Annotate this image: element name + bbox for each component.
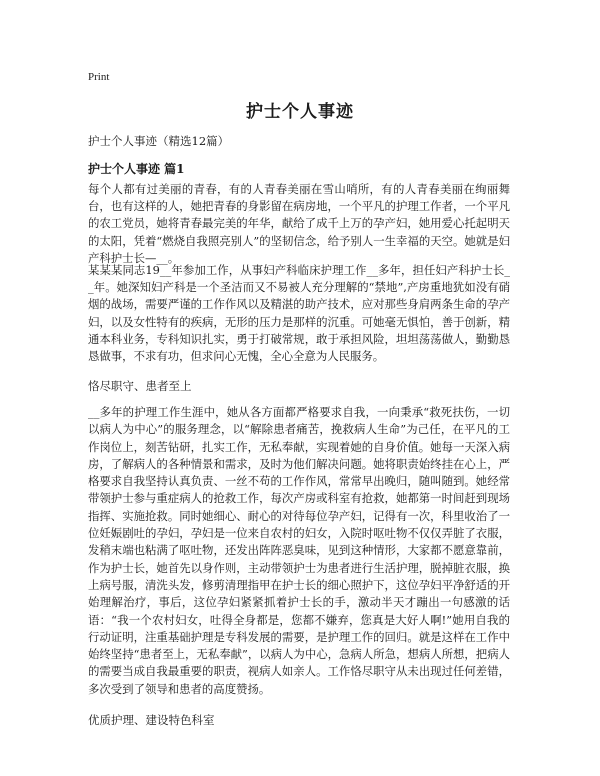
section-heading: 护士个人事迹 篇1 <box>88 162 185 176</box>
document-subtitle: 护士个人事迹（精选12篇） <box>88 134 230 148</box>
subheading-1: 恪尽职守、患者至上 <box>88 379 192 393</box>
paragraph-3: __多年的护理工作生涯中，她从各方面都严格要求自我，一向秉承“救死扶伤，一切以病人为中心”的服务理念，以“解除患者痛苦，挽救病人生命”为己任，在平凡的工作岗位上，刻苦钻研，扎实工作，无私奉献，实现着她的自身价值。她每一天深入病房，了解病人的各种情景和需求，及时为他们解决问题。她将职责始终挂在心上，严格要求自我坚持认真负责、一丝不苟的工作作风，常常早出晚归，随叫随到。她经常带领护士参与重症病人的抢救工作，每次产房或科室有抢救，她都第一时间赶到现场指挥、实施抢救。同时她细心、耐心的对待每位孕产妇，记得有一次，科里收治了一位妊娠剧吐的孕妇，孕妇是一位来自农村的妇女，入院时呕吐物不仅仅弄脏了衣服，发稍末端也粘满了呕吐物，还发出阵阵恶臭味，见到这种情形，大家都不愿意靠前，作为护士长，她首先以身作则，主动带领护士为患者进行生活护理，脱掉脏衣服，换上病号服，清洗头发，修剪清理指甲在护士长的细心照护下，这位孕妇平净舒适的开始理解治疗，事后，这位孕妇紧紧抓着护士长的手，激动半天才蹦出一句感激的话语：“我一个农村妇女，吐得全身都是，您都不嫌弃，您真是大好人啊!”她用自我的行动证明，注重基础护理是专科发展的需要，是护理工作的回归。就是这样在工作中始终坚持“患者至上，无私奉献”，以病人为中心，急病人所急，想病人所想，把病人的需要当成自我最重要的职责，视病人如亲人。工作恪尽职守从未出现过任何差错，多次受到了领导和患者的高度赞扬。 <box>88 405 510 696</box>
document-title: 护士个人事迹 <box>246 102 354 122</box>
paragraph-2: 某某某同志19__年参加工作，从事妇产科临床护理工作__多年，担任妇产科护士长__年。她深知妇产科是一个圣洁而又不易被人充分理解的“禁地”,产房重地犹如没有硝烟的战场，需要严谨的工作作风以及精湛的助产技术，应对那些身肩两条生命的孕产妇，以及女性特有的疾病，无形的压力是那样的沉重。可她毫无惧怕，善于创新，精通本科业务，专科知识扎实，勇于打破常规，敢于承担风险，坦坦荡荡做人，勤勤恳恳做事，不求有功，但求问心无愧，全心全意为人民服务。 <box>88 263 510 364</box>
subheading-2: 优质护理、建设特色科室 <box>88 713 215 727</box>
print-link[interactable]: Print <box>88 71 110 83</box>
paragraph-1: 每个人都有过美丽的青春，有的人青春美丽在雪山哨所，有的人青春美丽在绚丽舞台，也有这样的人，她把青春的身影留在病房地，一个平凡的护理工作者，一个平凡的农工党员，她将青春最完美的年华，献给了成千上万的孕产妇，她用爱心托起明天的太阳，凭着“燃烧自我照亮别人”的坚韧信念，给予别人一生幸福的天空。她就是妇产科护士长—__。 <box>88 182 510 265</box>
